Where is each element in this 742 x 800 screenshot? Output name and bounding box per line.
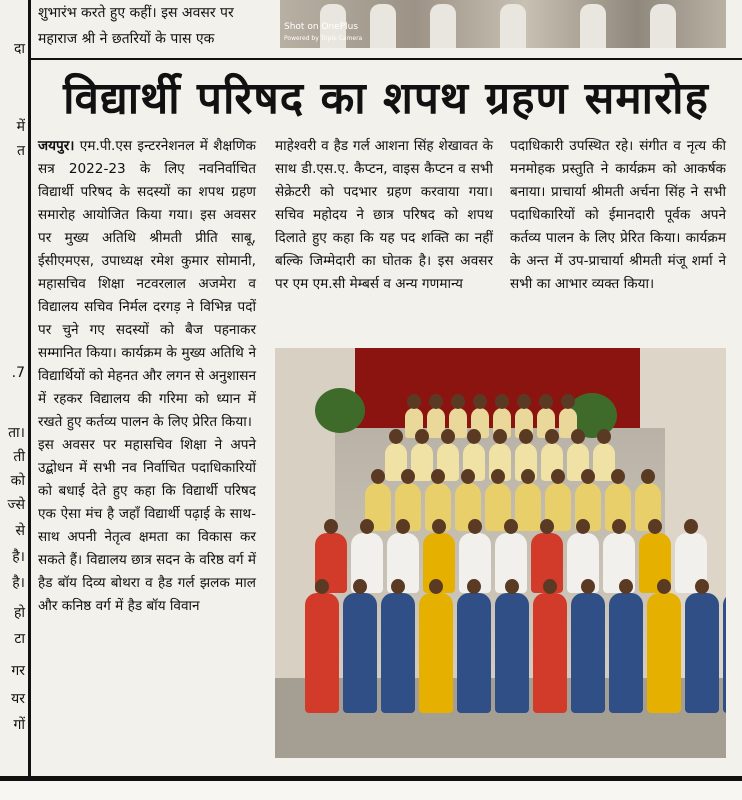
cropped-text-fragment: .7 (11, 365, 25, 381)
headline: विद्यार्थी परिषद का शपथ ग्रहण समारोह (63, 73, 709, 124)
top-photo (280, 0, 726, 48)
cropped-text-fragment: गर (11, 663, 25, 679)
person-figure (343, 593, 377, 713)
cropped-text-fragment: ती (13, 449, 25, 465)
cropped-text-fragment: त (17, 143, 25, 159)
person-figure (647, 593, 681, 713)
headline-top-rule (30, 58, 742, 60)
person-figure (495, 593, 529, 713)
cropped-text-fragment: है। (12, 549, 25, 565)
cropped-text-fragment: यर (11, 691, 25, 707)
cropped-text-fragment: में (16, 119, 25, 135)
cropped-text-fragment: ज्से (7, 497, 25, 513)
person-figure (533, 593, 567, 713)
cropped-text-fragment: से (15, 523, 25, 539)
top-article-text: शुभारंभ करते हुए कहीं। इस अवसर पर महाराज श्री ने छतरियों के पास एक (38, 5, 234, 47)
person-figure (515, 483, 541, 531)
person-figure (685, 593, 719, 713)
person-figure (381, 593, 415, 713)
cropped-text-fragment: गों (13, 717, 25, 733)
left-cropped-column (0, 0, 29, 775)
cropped-text-fragment: टा (14, 631, 25, 647)
group-photo (275, 348, 726, 758)
cropped-text-fragment: को (10, 473, 25, 489)
person-figure (571, 593, 605, 713)
article-column-1 (38, 135, 256, 618)
person-figure (419, 593, 453, 713)
cropped-text-fragment: ता। (8, 425, 25, 441)
photo-watermark: Shot on OnePlus Powered by Triple Camera (284, 22, 363, 42)
person-figure (609, 593, 643, 713)
dateline-city: जयपुर। (38, 138, 75, 154)
column1-paragraph-1: जयपुर। एम.पी.एस इन्टरनेशनल में शैक्षणिक सत्र 2022-23 के लिए नवनिर्वाचित विद्यार्थी परिषद के सदस्यों का शपथ ग्रहण समारोह आयोजित किया गया। इस अवसर पर मुख्य अतिथि श्रीमती प्रीति साबू, ईसीएमएस, उपाध्यक्ष रमेश कुमार सोमानी, महासचिव शिक्षा नटवरलाल अजमेरा व विद्यालय सचिव निर्मल दरगड़ ने विभिन्न पदों पर चुने गए सदस्यों को बैज पहनाकर सम्मानित किया। कार्यक्रम के मुख्य अतिथि ने विद्यार्थियों को मेहनत और लगन से अनुशासन में रहकर विद्यालय की गरिमा को ध्यान में रखते हुए कर्तव्य पालन के लिए प्रेरित किया। (38, 138, 256, 430)
article-column-3: पदाधिकारी उपस्थित रहे। संगीत व नृत्य की मनमोहक प्रस्तुति ने कार्यक्रम को आकर्षक बनाया। प्राचार्या श्रीमती अर्चना सिंह ने सभी पदाधिकारियों को ईमानदारी पूर्वक अपने कर्तव्य पालन के लिए प्रेरित किया। कार्यक्रम के अन्त में उप-प्राचार्या श्रीमती मंजू शर्मा ने सभी का आभार व्यक्त किया। (510, 138, 726, 292)
cropped-text-fragment: दा (13, 41, 25, 57)
cropped-text-fragment: हो (13, 605, 25, 621)
person-figure (305, 593, 339, 713)
cropped-text-fragment: है। (12, 575, 25, 591)
article-column-2: माहेश्वरी व हैड गर्ल आशना सिंह शेखावत के साथ डी.एस.ए. कैप्टन, वाइस कैप्टन व सभी सेक्रेटरी को पदभार ग्रहण करवाया गया। सचिव महोदय ने छात्र परिषद को शपथ दिलाते हुए कहा कि यह पद शक्ति का नहीं बल्कि जिम्मेदारी का घोतक है। इस अवसर पर एम एम.सी मेम्बर्स व अन्य गणमान्य (275, 138, 493, 292)
column1-paragraph-2: इस अवसर पर महासचिव शिक्षा ने अपने उद्बोधन में सभी नव निर्वाचित पदाधिकारियों को बधाई देते हुए कहा कि विद्यार्थी परिषद एक ऐसा मंच है जहाँ विद्यार्थी पढ़ाई के साथ-साथ अपनी नेतृत्व क्षमता का विकास कर सकते हैं। विद्यालय छात्र सदन के वरिष्ठ वर्ग में हैड बॉय दिव्य बोथरा व हैड गर्ल झलक माल और कनिष्ठ वर्ग में हैड बॉय विवान (38, 437, 256, 614)
person-figure (457, 593, 491, 713)
person-figure (723, 593, 726, 713)
